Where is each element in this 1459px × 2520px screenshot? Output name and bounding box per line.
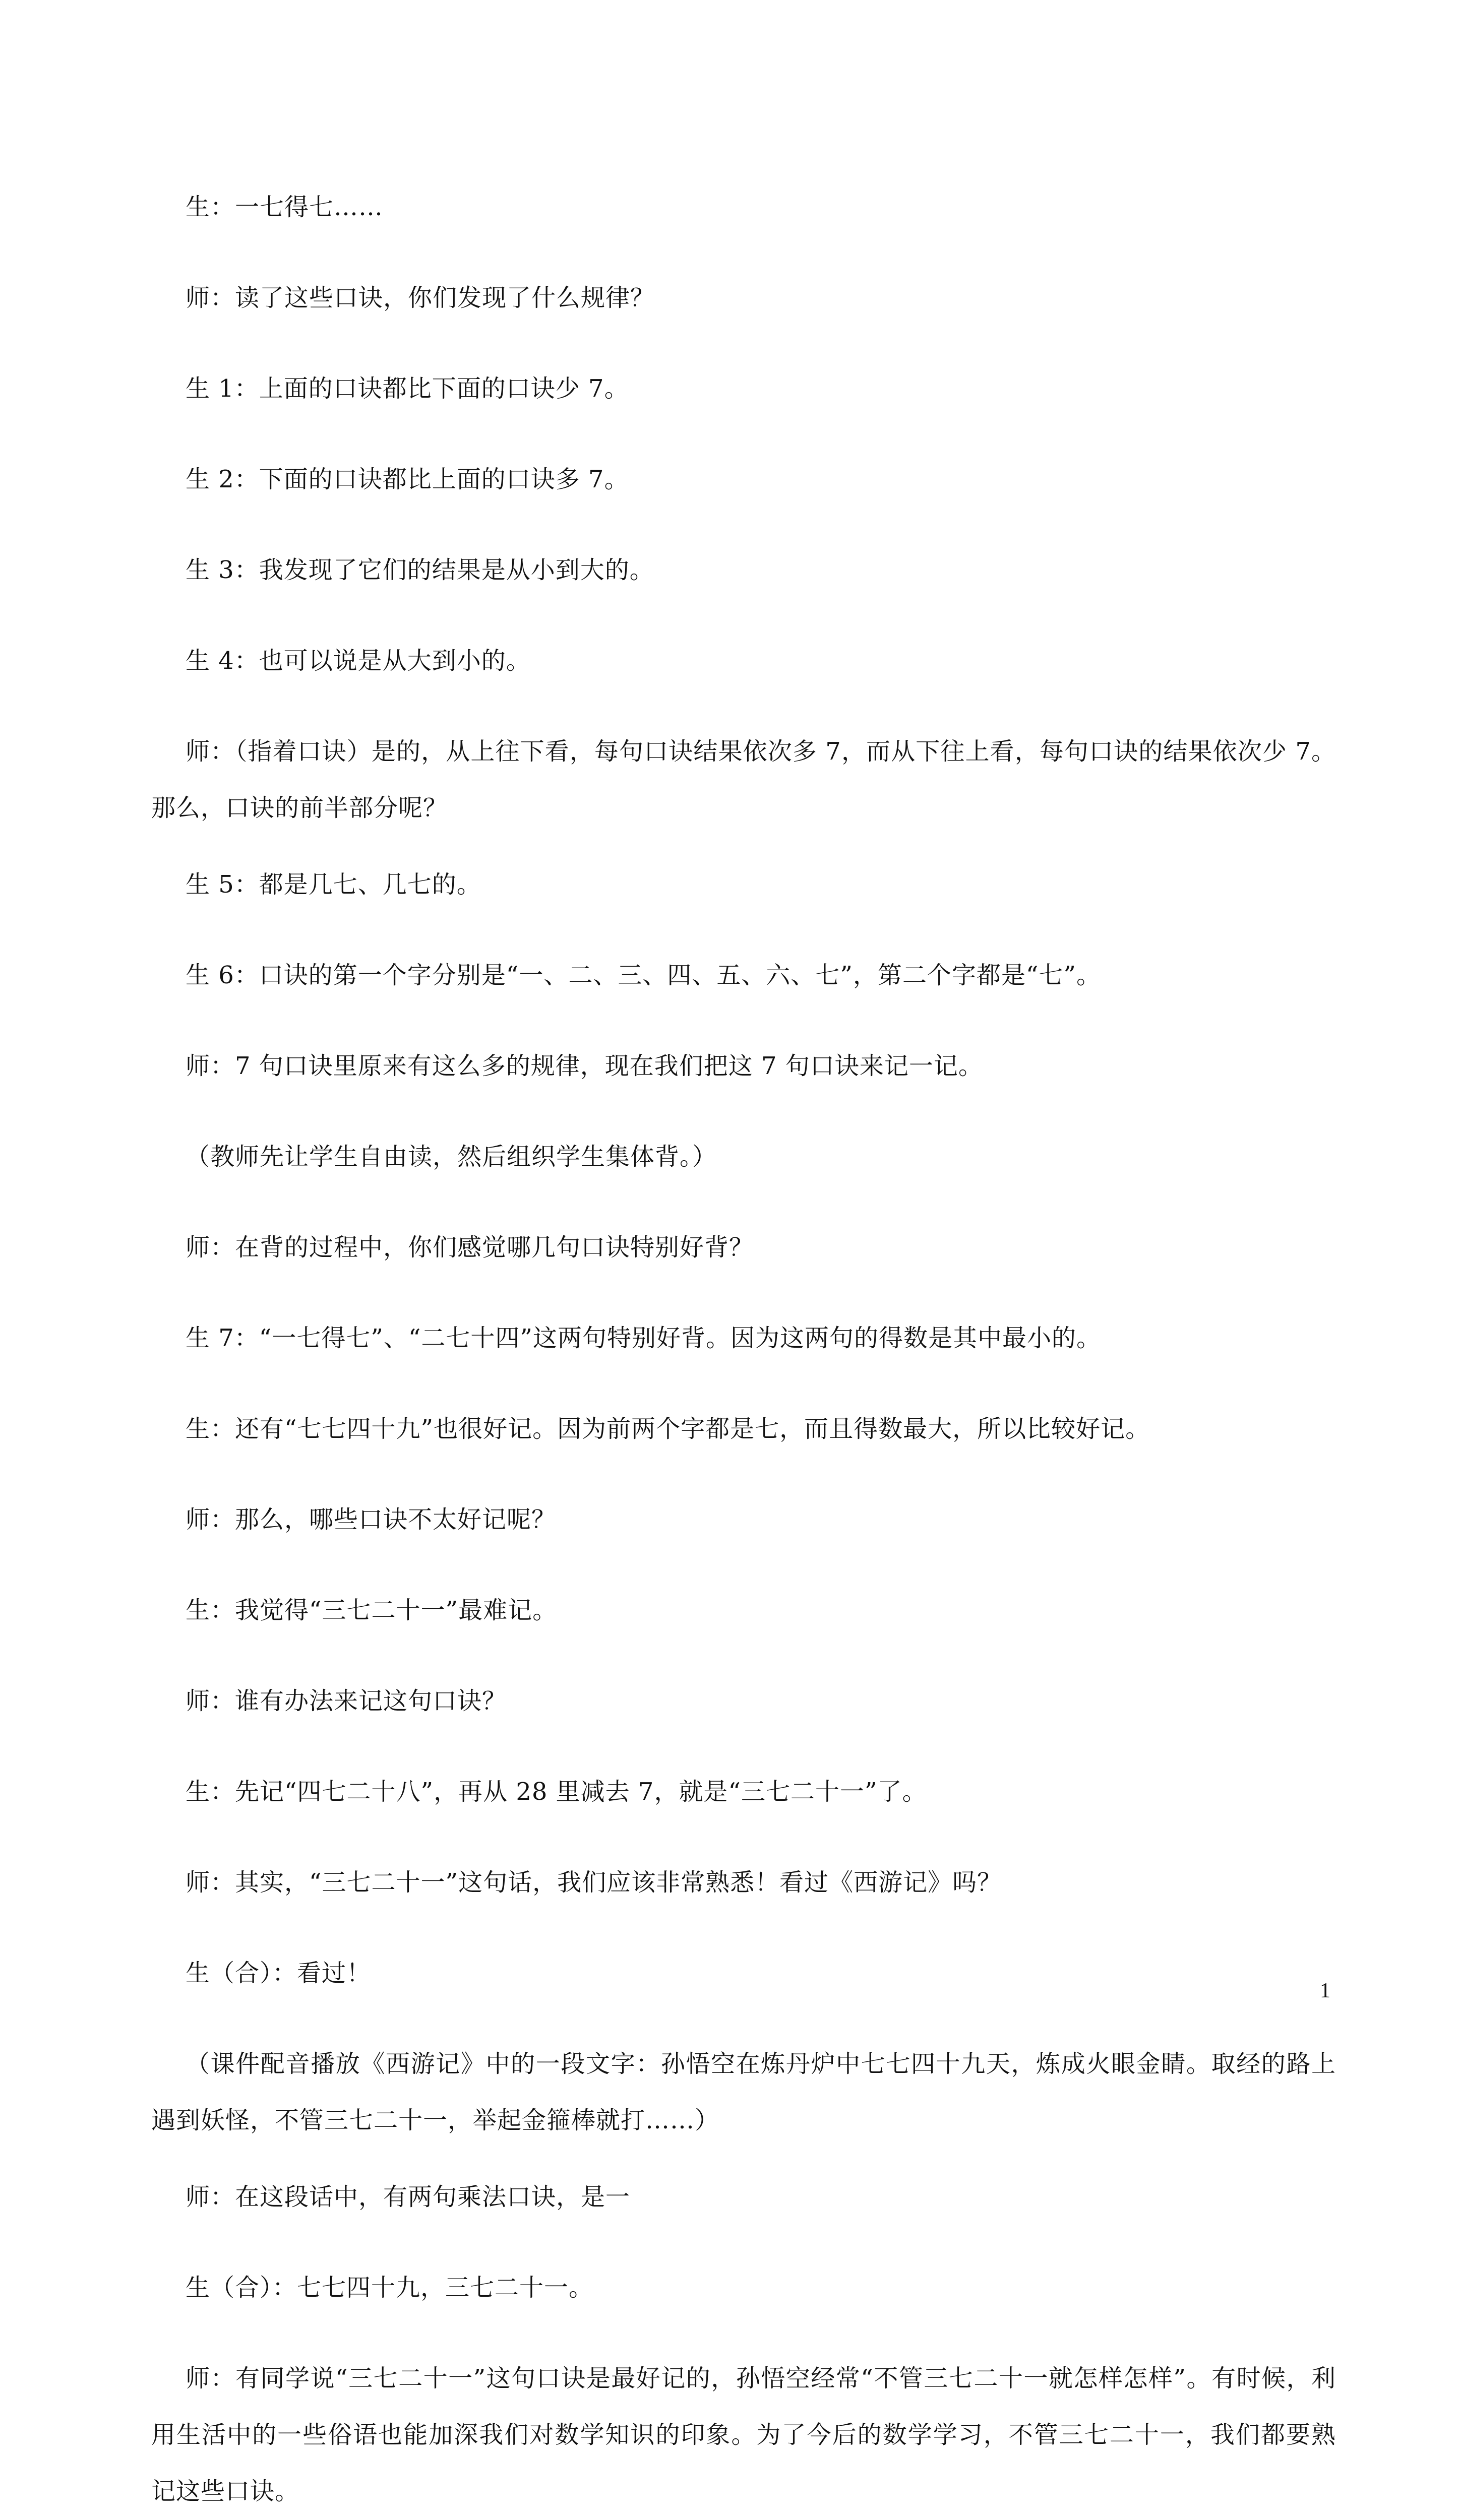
paragraph: 生 1：上面的口诀都比下面的口诀少 7。 <box>186 374 629 403</box>
document-body <box>151 179 1336 2520</box>
paragraph: 师：那么，哪些口诀不太好记呢？ <box>186 1505 557 1534</box>
paragraph: 生：先记“四七二十八”，再从 28 里减去 7，就是“三七二十一”了。 <box>186 1778 927 1806</box>
paragraph: 师：其实，“三七二十一”这句话，我们应该非常熟悉！看过《西游记》吗？ <box>186 1868 1002 1897</box>
paragraph: 师：有同学说“三七二十一”这句口诀是最好记的，孙悟空经常“不管三七二十一就怎样怎样”。有时候，利用生活中的一些俗语也能加深我们对数学知识的印象。为了今后的数学学习，不管三七二十一，我们都要熟记这些口诀。 <box>151 2364 1336 2505</box>
paragraph: 生 4：也可以说是从大到小的。 <box>186 647 531 675</box>
paragraph: 生 5：都是几七、几七的。 <box>186 870 481 899</box>
paragraph: 生：还有“七七四十九”也很好记。因为前两个字都是七，而且得数最大，所以比较好记。 <box>186 1415 1150 1443</box>
paragraph: 师：在背的过程中，你们感觉哪几句口诀特别好背？ <box>186 1233 754 1262</box>
paragraph: 师：读了这些口诀，你们发现了什么规律？ <box>186 284 655 312</box>
paragraph: 生（合）：看过！ <box>186 1959 372 1987</box>
paragraph: 生 2：下面的口诀都比上面的口诀多 7。 <box>186 465 629 493</box>
paragraph: 师：7 句口诀里原来有这么多的规律，现在我们把这 7 句口诀来记一记。 <box>186 1052 983 1080</box>
paragraph: 师：在这段话中，有两句乘法口诀，是一 <box>186 2183 631 2211</box>
paragraph: 生 3：我发现了它们的结果是从小到大的。 <box>186 556 654 584</box>
paragraph: 生（合）：七七四十九，三七二十一。 <box>186 2274 594 2302</box>
page-number: 1 <box>1320 1979 1330 2002</box>
paragraph: 生 7：“一七得七”、“二七十四”这两句特别好背。因为这两句的得数是其中最小的。 <box>186 1324 1101 1352</box>
paragraph: 生 6：口诀的第一个字分别是“一、二、三、四、五、六、七”，第二个字都是“七”。 <box>186 961 1101 989</box>
paragraph: 生：一七得七…… <box>186 193 384 221</box>
paragraph: （课件配音播放《西游记》中的一段文字：孙悟空在炼丹炉中七七四十九天，炼成火眼金睛。取经的路上遇到妖怪，不管三七二十一，举起金箍棒就打……） <box>151 2050 1336 2134</box>
paragraph: 师：谁有办法来记这句口诀？ <box>186 1687 507 1715</box>
paragraph: 生：我觉得“三七二十一”最难记。 <box>186 1596 558 1624</box>
paragraph: 师：（指着口诀）是的，从上往下看，每句口诀结果依次多 7，而从下往上看，每句口诀的结果依次少 7。那么，口诀的前半部分呢？ <box>151 737 1336 822</box>
paragraph: （教师先让学生自由读，然后组织学生集体背。） <box>186 1143 717 1171</box>
